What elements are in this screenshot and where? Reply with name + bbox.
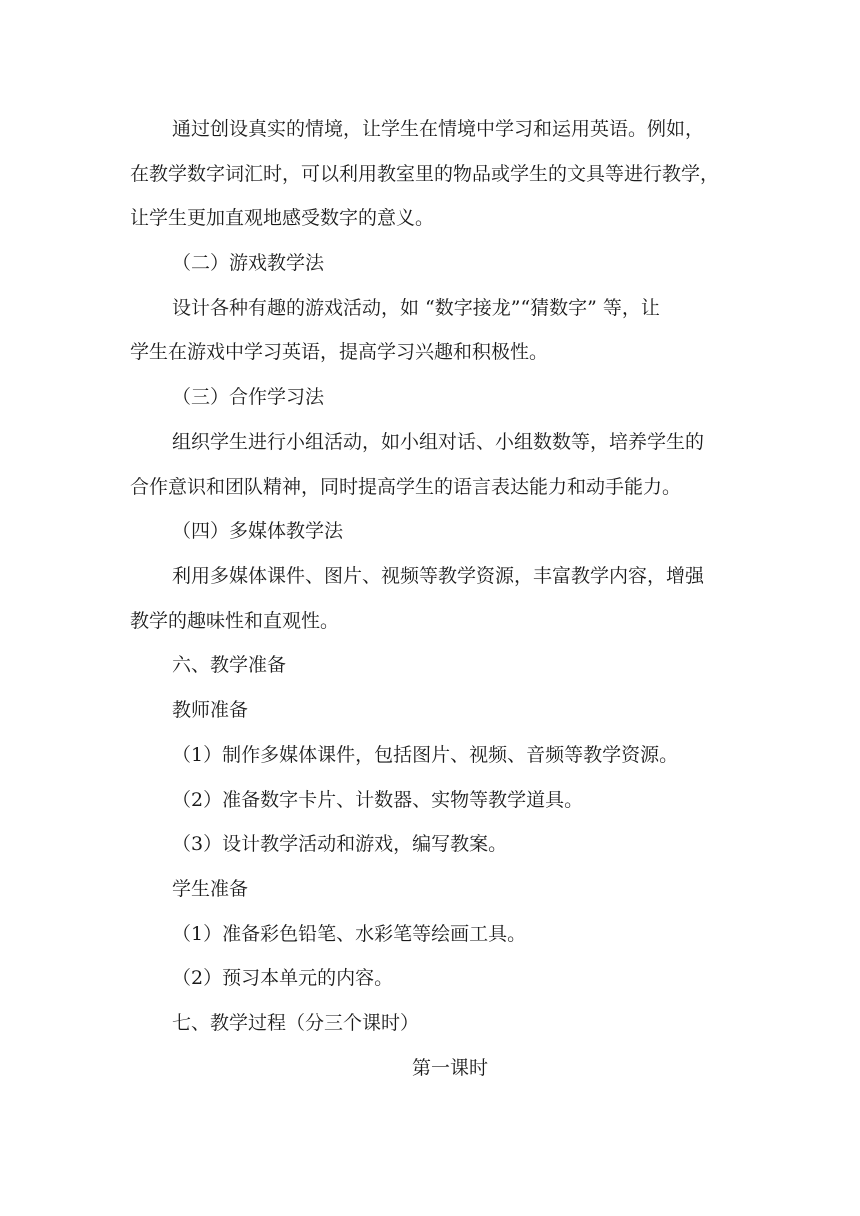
- lesson-title: 第一课时: [411, 1057, 488, 1079]
- paragraph-line: 在教学数字词汇时，可以利用教室里的物品或学生的文具等进行教学，: [130, 163, 720, 185]
- list-item: （1）制作多媒体课件，包括图片、视频、音频等教学资源。: [172, 744, 679, 766]
- list-item: （3）设计教学活动和游戏，编写教案。: [172, 833, 508, 855]
- section-heading: 六、教学准备: [172, 654, 287, 676]
- list-item: （2）准备数字卡片、计数器、实物等教学道具。: [172, 789, 584, 811]
- paragraph-line: 利用多媒体课件、图片、视频等教学资源，丰富教学内容，增强: [172, 565, 705, 587]
- paragraph-line: 设计各种有趣的游戏活动，如 “数字接龙”“猜数字” 等，让: [172, 297, 660, 319]
- list-item: （1）准备彩色铅笔、水彩笔等绘画工具。: [172, 923, 527, 945]
- section-heading: （四）多媒体教学法: [172, 520, 344, 542]
- subsection-heading: 教师准备: [172, 699, 249, 721]
- paragraph-line: 通过创设真实的情境，让学生在情境中学习和运用英语。例如，: [172, 118, 705, 140]
- subsection-heading: 学生准备: [172, 878, 249, 900]
- section-heading: （三）合作学习法: [172, 386, 325, 408]
- section-heading: （二）游戏教学法: [172, 252, 325, 274]
- paragraph-line: 合作意识和团队精神，同时提高学生的语言表达能力和动手能力。: [130, 476, 682, 498]
- paragraph-line: 教学的趣味性和直观性。: [130, 610, 340, 632]
- list-item: （2）预习本单元的内容。: [172, 967, 394, 989]
- section-heading: 七、教学过程（分三个课时）: [172, 1012, 420, 1034]
- paragraph-line: 让学生更加直观地感受数字的意义。: [130, 207, 435, 229]
- paragraph-line: 组织学生进行小组活动，如小组对话、小组数数等，培养学生的: [172, 431, 705, 453]
- paragraph-line: 学生在游戏中学习英语，提高学习兴趣和积极性。: [130, 341, 549, 363]
